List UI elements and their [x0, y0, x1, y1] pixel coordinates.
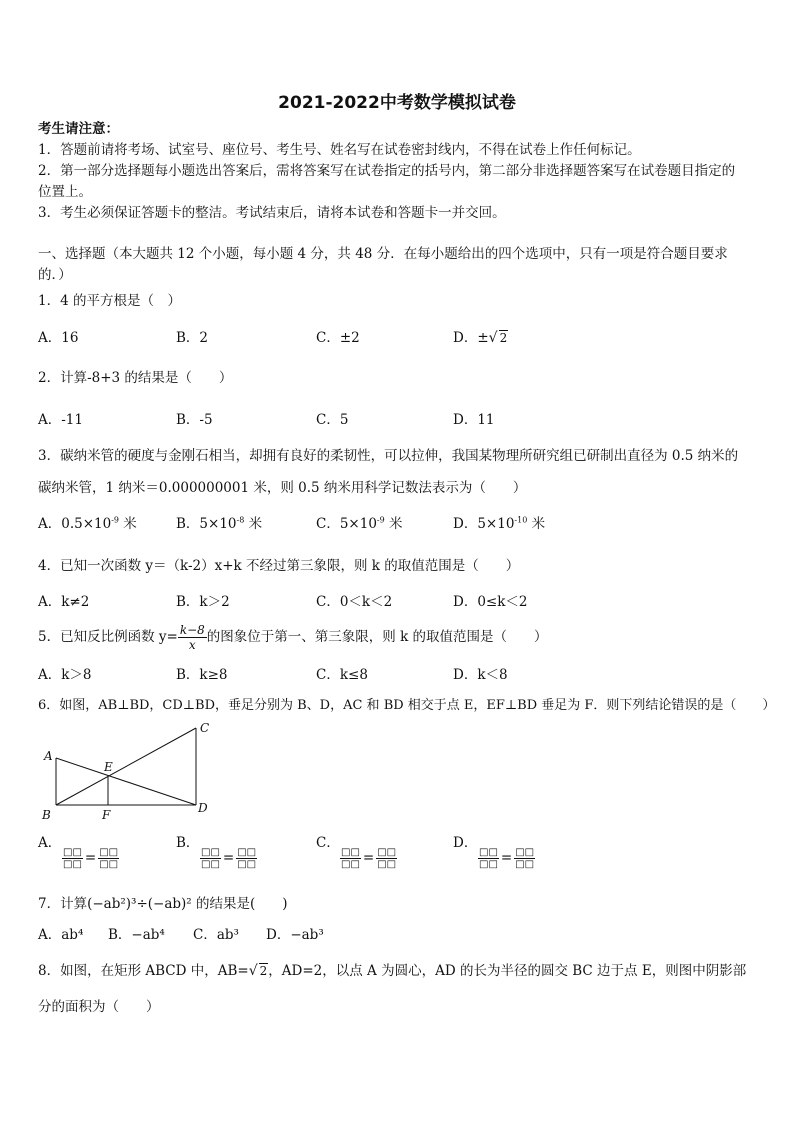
q6-c-frac-right: $\frac{□□}{□□}$	[377, 847, 397, 870]
q6-stem: 6．如图，AB⊥BD，CD⊥BD，垂足分别为 B、D，AC 和 BD 相交于点 E，EF⊥BD 垂足为 F．则下列结论错误的是（ ）	[38, 698, 776, 713]
q6-d-frac-left: $\frac{□□}{□□}$	[479, 847, 498, 870]
q1-option-d-radicand: 2	[499, 331, 508, 345]
q5-numerator: k−8	[179, 623, 205, 637]
q7-option-c[interactable]: C．ab³	[193, 927, 239, 943]
q6-option-b[interactable]	[176, 834, 199, 852]
q3-d-unit: 米	[527, 516, 546, 532]
q5-option-c[interactable]: C．k≤8	[316, 667, 368, 683]
label-e: E	[104, 760, 113, 774]
q6-option-b-expr	[198, 847, 259, 870]
q6-a-label: A．	[38, 835, 62, 851]
q6-c-frac-left: $\frac{□□}{□□}$	[341, 847, 360, 870]
q4-option-d[interactable]: D．0≤k＜2	[453, 594, 528, 610]
q6-c-label: C．	[316, 835, 340, 851]
q6-option-c-expr	[338, 847, 399, 870]
section-heading: 一、选择题（本大题共 12 个小题，每小题 4 分，共 48 分．在每小题给出的四个选项中，只有一项是符合题目要求	[38, 246, 728, 262]
q6-b-label: B．	[176, 835, 200, 851]
q6-option-a[interactable]	[38, 834, 61, 852]
segment-bc	[56, 728, 196, 805]
q3-c-base: C．5×10	[316, 516, 377, 532]
q8-stem-line2: 分的面积为（ ）	[38, 999, 160, 1015]
q1-option-b[interactable]: B．2	[176, 330, 209, 346]
q6-a-frac-left: $\frac{□□}{□□}$	[63, 847, 82, 870]
q4-option-a[interactable]: A．k≠2	[38, 594, 90, 610]
q4-option-c[interactable]: C．0＜k＜2	[316, 594, 393, 610]
q1-option-d-label: D．±	[453, 330, 489, 346]
q3-c-unit: 米	[384, 516, 403, 532]
q7-stem: 7．计算(−ab²)³÷(−ab)² 的结果是( )	[38, 896, 288, 912]
notice-item-1: 1．答题前请将考场、试室号、座位号、考生号、姓名写在试卷密封线内，不得在试卷上作任何标记。	[38, 142, 641, 158]
q6-b-eq: =	[222, 850, 235, 866]
q7-option-b[interactable]: B．−ab⁴	[108, 927, 165, 943]
q3-option-c[interactable]	[316, 515, 403, 533]
label-f: F	[102, 808, 111, 822]
q3-stem-line2: 碳纳米管，1 纳米＝0.000000001 米，则 0.5 纳米用科学记数法表示为（ ）	[38, 480, 527, 496]
q6-b-frac-right: $\frac{□□}{□□}$	[237, 847, 257, 870]
q3-b-unit: 米	[244, 516, 263, 532]
q8-pre: 8．如图，在矩形 ABCD 中，AB=	[38, 963, 249, 979]
q5-fraction	[178, 623, 207, 652]
q3-option-a[interactable]	[38, 515, 137, 533]
q6-c-eq: =	[362, 850, 375, 866]
label-c: C	[200, 721, 210, 735]
q3-a-base: A．0.5×10	[38, 516, 112, 532]
q2-option-c[interactable]: C．5	[316, 412, 349, 428]
q2-option-b[interactable]: B．-5	[176, 412, 213, 428]
q1-stem: 1．4 的平方根是（ ）	[38, 293, 181, 309]
q3-option-d[interactable]	[453, 515, 545, 533]
q3-b-exp: -8	[236, 515, 245, 525]
q6-option-c[interactable]	[316, 834, 340, 852]
q5-stem	[38, 622, 548, 652]
q6-option-a-expr	[60, 847, 121, 870]
q1-option-d[interactable]	[453, 329, 508, 347]
q3-b-base: B．5×10	[176, 516, 237, 532]
q5-option-b[interactable]: B．k≥8	[176, 667, 228, 683]
q4-option-b[interactable]: B．k＞2	[176, 594, 230, 610]
sqrt-symbol: √	[248, 963, 258, 979]
notice-item-2: 2．第一部分选择题每小题选出答案后，需将答案写在试卷指定的括号内，第二部分非选择题答案写在试卷题目指定的	[38, 163, 736, 179]
q3-a-exp: -9	[111, 515, 120, 525]
q6-option-d-expr	[476, 847, 537, 870]
q7-option-a[interactable]: A．ab⁴	[38, 927, 84, 943]
q6-d-eq: =	[500, 850, 513, 866]
section-heading-cont: 的．）	[38, 267, 72, 283]
sqrt-symbol: √	[488, 330, 498, 346]
notice-item-3: 3．考生必须保证答题卡的整洁。考试结束后，请将本试卷和答题卡一并交回。	[38, 205, 506, 221]
q1-option-c[interactable]: C．±2	[316, 330, 360, 346]
exam-title: 2021-2022中考数学模拟试卷	[278, 93, 516, 113]
q3-a-unit: 米	[119, 516, 137, 532]
label-a: A	[44, 749, 53, 763]
label-b: B	[42, 808, 51, 822]
notice-heading: 考生请注意：	[38, 121, 119, 137]
q6-figure	[36, 718, 226, 828]
q6-a-eq: =	[84, 850, 97, 866]
q2-option-d[interactable]: D．11	[453, 412, 495, 428]
q8-stem-line1	[38, 962, 746, 980]
q6-b-frac-left: $\frac{□□}{□□}$	[201, 847, 220, 870]
q5-option-d[interactable]: D．k＜8	[453, 667, 508, 683]
q3-c-exp: -9	[376, 515, 385, 525]
segment-ad	[56, 758, 196, 805]
q8-post: ，AD=2，以点 A 为圆心，AD 的长为半径的圆交 BC 边于点 E，则图中阴影部	[268, 963, 747, 979]
q3-option-b[interactable]	[176, 515, 262, 533]
q6-option-d[interactable]	[453, 834, 477, 852]
q6-d-label: D．	[453, 835, 478, 851]
q2-stem: 2．计算-8+3 的结果是（ ）	[38, 370, 233, 386]
q5-option-a[interactable]: A．k＞8	[38, 667, 92, 683]
notice-item-2-cont: 位置上。	[38, 184, 92, 200]
q6-d-frac-right: $\frac{□□}{□□}$	[515, 847, 535, 870]
q3-d-exp: -10	[514, 515, 528, 525]
q5-stem-pre: 5．已知反比例函数 y=	[38, 629, 178, 645]
q5-denominator: x	[188, 638, 196, 652]
q2-option-a[interactable]: A．-11	[38, 412, 83, 428]
q7-option-d[interactable]: D．−ab³	[266, 927, 324, 943]
q4-stem: 4．已知一次函数 y＝（k-2）x+k 不经过第三象限，则 k 的取值范围是（ ）	[38, 558, 520, 574]
q6-a-frac-right: $\frac{□□}{□□}$	[99, 847, 119, 870]
q3-stem-line1: 3．碳纳米管的硬度与金刚石相当，却拥有良好的柔韧性，可以拉伸，我国某物理所研究组已研制出直径为 0.5 纳米的	[38, 448, 739, 464]
q5-stem-post: 的图象位于第一、第三象限，则 k 的取值范围是（ ）	[206, 629, 548, 645]
label-d: D	[198, 801, 208, 815]
q8-radicand: 2	[259, 964, 268, 978]
q3-d-base: D．5×10	[453, 516, 515, 532]
q1-option-a[interactable]: A．16	[38, 330, 79, 346]
